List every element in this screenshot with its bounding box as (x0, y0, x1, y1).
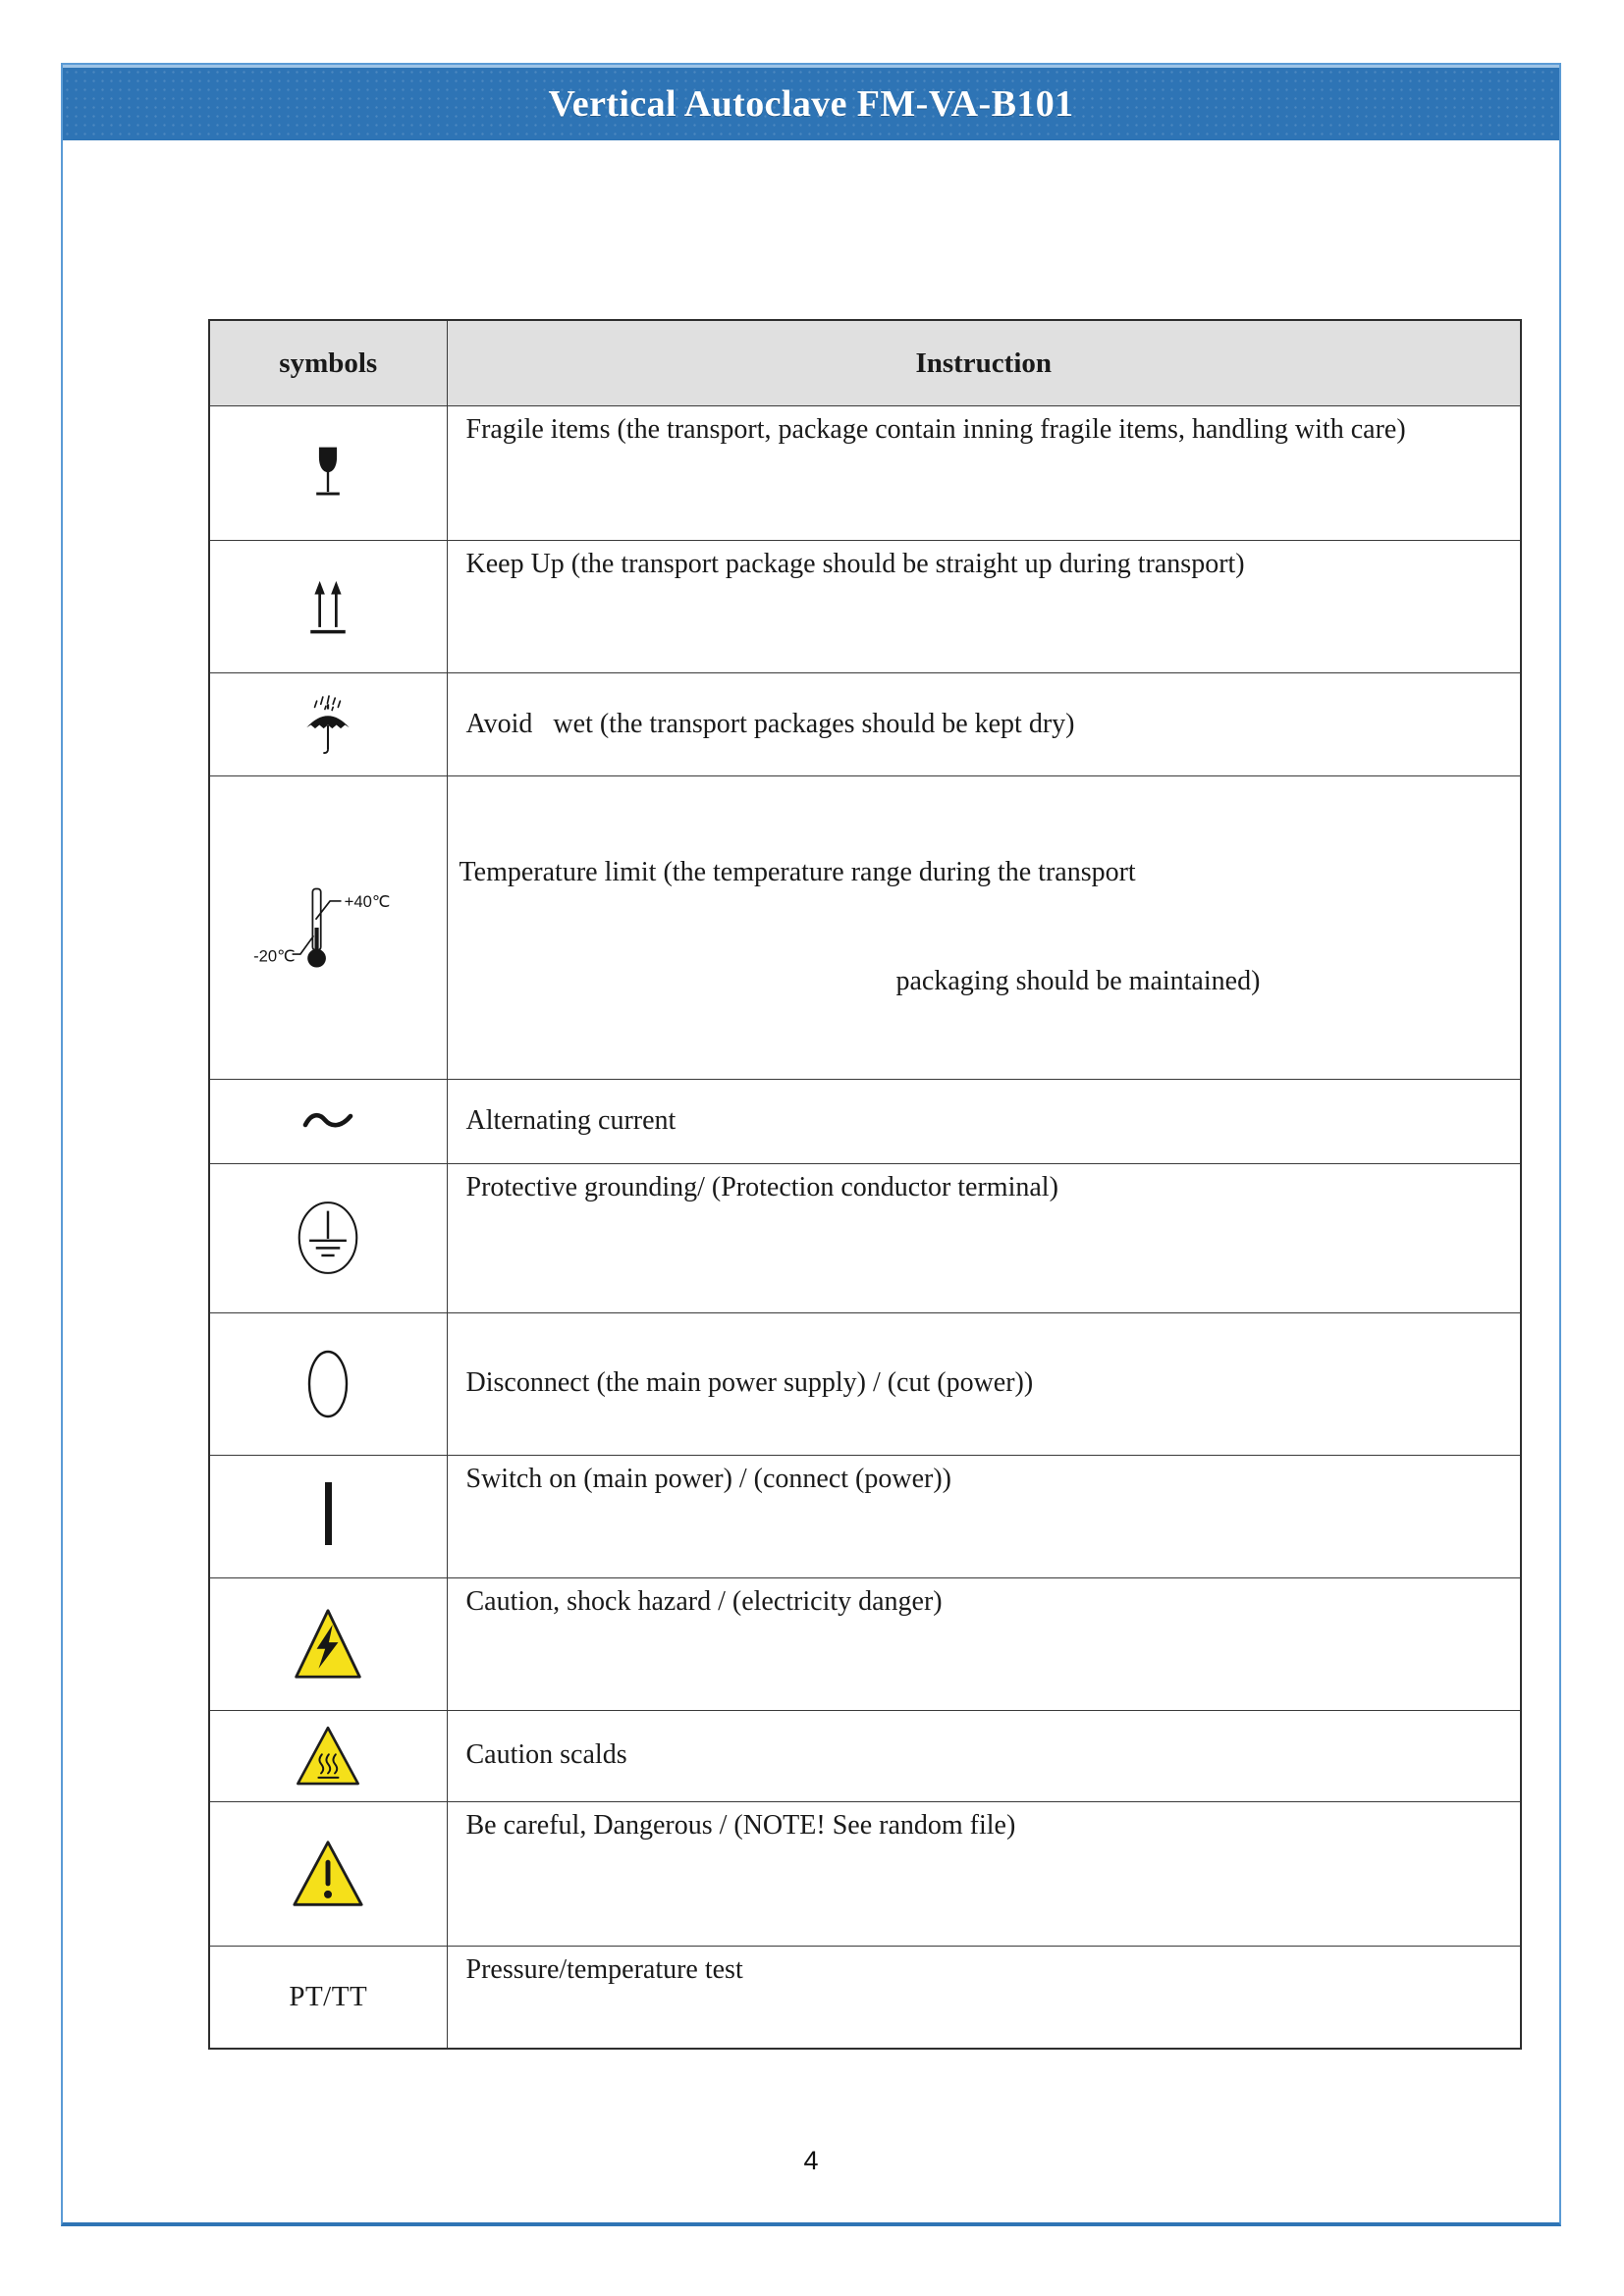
page-frame (61, 63, 1561, 2226)
instruction-cell: Alternating current (447, 1079, 1521, 1163)
table-row (209, 776, 1521, 1080)
symbol-cell (209, 406, 447, 541)
table-row (209, 541, 1521, 673)
symbol-cell (209, 541, 447, 673)
instruction-cell: Avoid wet (the transport packages should be kept dry) (447, 673, 1521, 776)
symbol-cell (209, 1312, 447, 1455)
table-row (209, 1455, 1521, 1577)
column-header-symbols: symbols (209, 320, 447, 406)
instruction-cell: Disconnect (the main power supply) / (cut (power)) (447, 1312, 1521, 1455)
instruction-cell: Caution scalds (447, 1710, 1521, 1801)
symbol-cell (209, 1079, 447, 1163)
switch-on-bar-icon (325, 1482, 332, 1545)
symbol-cell-pt-tt: PT/TT (209, 1946, 447, 2049)
temp-high-label: +40℃ (344, 892, 391, 912)
table-header-row (209, 320, 1521, 406)
danger-warning-triangle-icon (289, 1838, 367, 1910)
page-title: Vertical Autoclave FM-VA-B101 (548, 83, 1074, 125)
instruction-cell: Caution, shock hazard / (electricity danger) (447, 1577, 1521, 1710)
instruction-cell: Protective grounding/ (Protection conductor terminal) (447, 1163, 1521, 1312)
temp-low-label: -20℃ (253, 946, 297, 966)
caution-scalds-triangle-icon (294, 1723, 362, 1789)
instruction-cell (447, 776, 1521, 1080)
symbol-cell (209, 776, 447, 1080)
keep-up-arrows-icon (305, 577, 351, 636)
symbol-cell (209, 1710, 447, 1801)
instruction-cell: Switch on (main power) / (connect (power)) (447, 1455, 1521, 1577)
avoid-wet-umbrella-icon (301, 695, 354, 754)
page-number: 4 (803, 2146, 819, 2176)
table-row (209, 1163, 1521, 1312)
table-row (209, 673, 1521, 776)
temperature-limit-icon (250, 877, 406, 979)
symbol-cell (209, 1455, 447, 1577)
table-row (209, 1312, 1521, 1455)
instruction-cell: Pressure/temperature test (447, 1946, 1521, 2049)
instruction-line1: Temperature limit (the temperature range during the transport (459, 856, 1136, 887)
table-row (209, 1710, 1521, 1801)
column-header-instruction: Instruction (447, 320, 1521, 406)
table-row (209, 1801, 1521, 1946)
disconnect-circle-icon (306, 1349, 350, 1419)
shock-hazard-triangle-icon (291, 1604, 365, 1684)
instruction-line2: packaging should be maintained) (895, 965, 1261, 996)
symbol-cell (209, 1801, 447, 1946)
table-row (209, 1946, 1521, 2049)
table-row (209, 1577, 1521, 1710)
protective-ground-icon (295, 1199, 361, 1277)
symbol-cell (209, 1577, 447, 1710)
table-row (209, 1079, 1521, 1163)
instruction-cell: Be careful, Dangerous / (NOTE! See random file) (447, 1801, 1521, 1946)
alternating-current-icon (300, 1108, 355, 1134)
symbol-cell (209, 673, 447, 776)
instruction-cell: Fragile items (the transport, package contain inning fragile items, handling with care) (447, 406, 1521, 541)
symbol-cell (209, 1163, 447, 1312)
fragile-glass-icon (308, 444, 348, 503)
document-header-bar (63, 65, 1559, 140)
table-row (209, 406, 1521, 541)
instruction-cell: Keep Up (the transport package should be straight up during transport) (447, 541, 1521, 673)
symbols-table (208, 319, 1522, 2050)
